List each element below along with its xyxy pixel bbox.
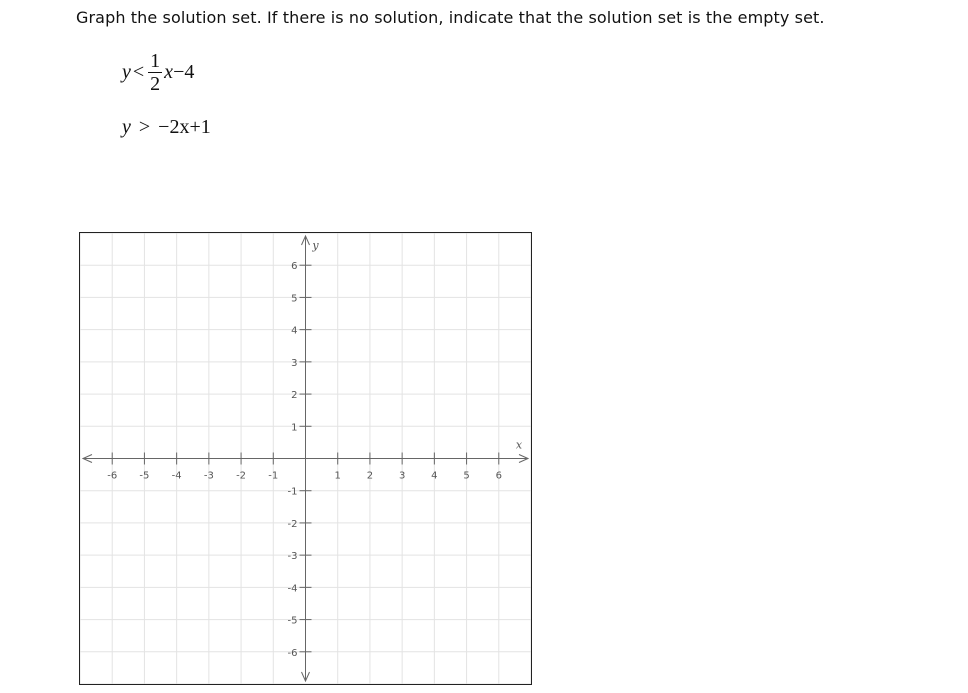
x-tick-label: -6 xyxy=(107,470,118,482)
x-tick-label: 5 xyxy=(463,470,470,482)
y-tick-label: 1 xyxy=(291,422,298,434)
y-tick-label: -3 xyxy=(287,551,298,563)
y-tick-label: -5 xyxy=(287,615,298,627)
y-tick-label: 4 xyxy=(291,325,298,337)
y-tick-label: -4 xyxy=(287,583,298,595)
x-tick-label: 3 xyxy=(398,470,406,482)
inequality-2-rhs: −2x+1 xyxy=(158,116,211,138)
inequality-1 xyxy=(122,50,194,95)
y-tick-label: 5 xyxy=(291,293,298,305)
graph-canvas[interactable] xyxy=(79,232,532,685)
y-tick-label: -1 xyxy=(287,486,298,498)
inequality-2 xyxy=(122,116,211,139)
y-tick-label: -2 xyxy=(287,518,298,530)
x-axis-label: x xyxy=(515,438,523,452)
fraction-denominator: 2 xyxy=(150,73,161,95)
x-tick-label: 2 xyxy=(366,470,374,482)
inequality-1-constant: −4 xyxy=(173,61,195,83)
x-tick-label: -5 xyxy=(139,470,150,482)
inequality-2-operator: > xyxy=(138,116,151,138)
fraction-numerator: 1 xyxy=(150,50,161,72)
x-tick-label: 4 xyxy=(431,470,438,482)
y-tick-label: 6 xyxy=(291,261,298,273)
x-tick-label: 6 xyxy=(495,470,502,482)
inequality-1-operator: < xyxy=(132,61,145,83)
y-tick-label: 3 xyxy=(291,357,298,369)
x-tick-label: -2 xyxy=(236,470,247,482)
y-tick-label: -6 xyxy=(287,647,298,659)
inequality-1-variable: x xyxy=(164,61,174,83)
x-tick-label: -3 xyxy=(203,470,214,482)
y-tick-label: 2 xyxy=(291,390,298,402)
inequality-1-lhs: y xyxy=(122,61,131,83)
x-tick-label: 1 xyxy=(334,470,341,482)
instruction-text: Graph the solution set. If there is no solution, indicate that the solution set is the empty set. xyxy=(76,8,825,27)
inequality-2-lhs: y xyxy=(122,116,131,138)
y-axis-label: y xyxy=(312,239,319,252)
coordinate-plane[interactable] xyxy=(80,233,531,684)
x-tick-label: -4 xyxy=(171,470,182,482)
inequality-1-fraction xyxy=(148,50,162,95)
x-tick-label: -1 xyxy=(268,470,279,482)
